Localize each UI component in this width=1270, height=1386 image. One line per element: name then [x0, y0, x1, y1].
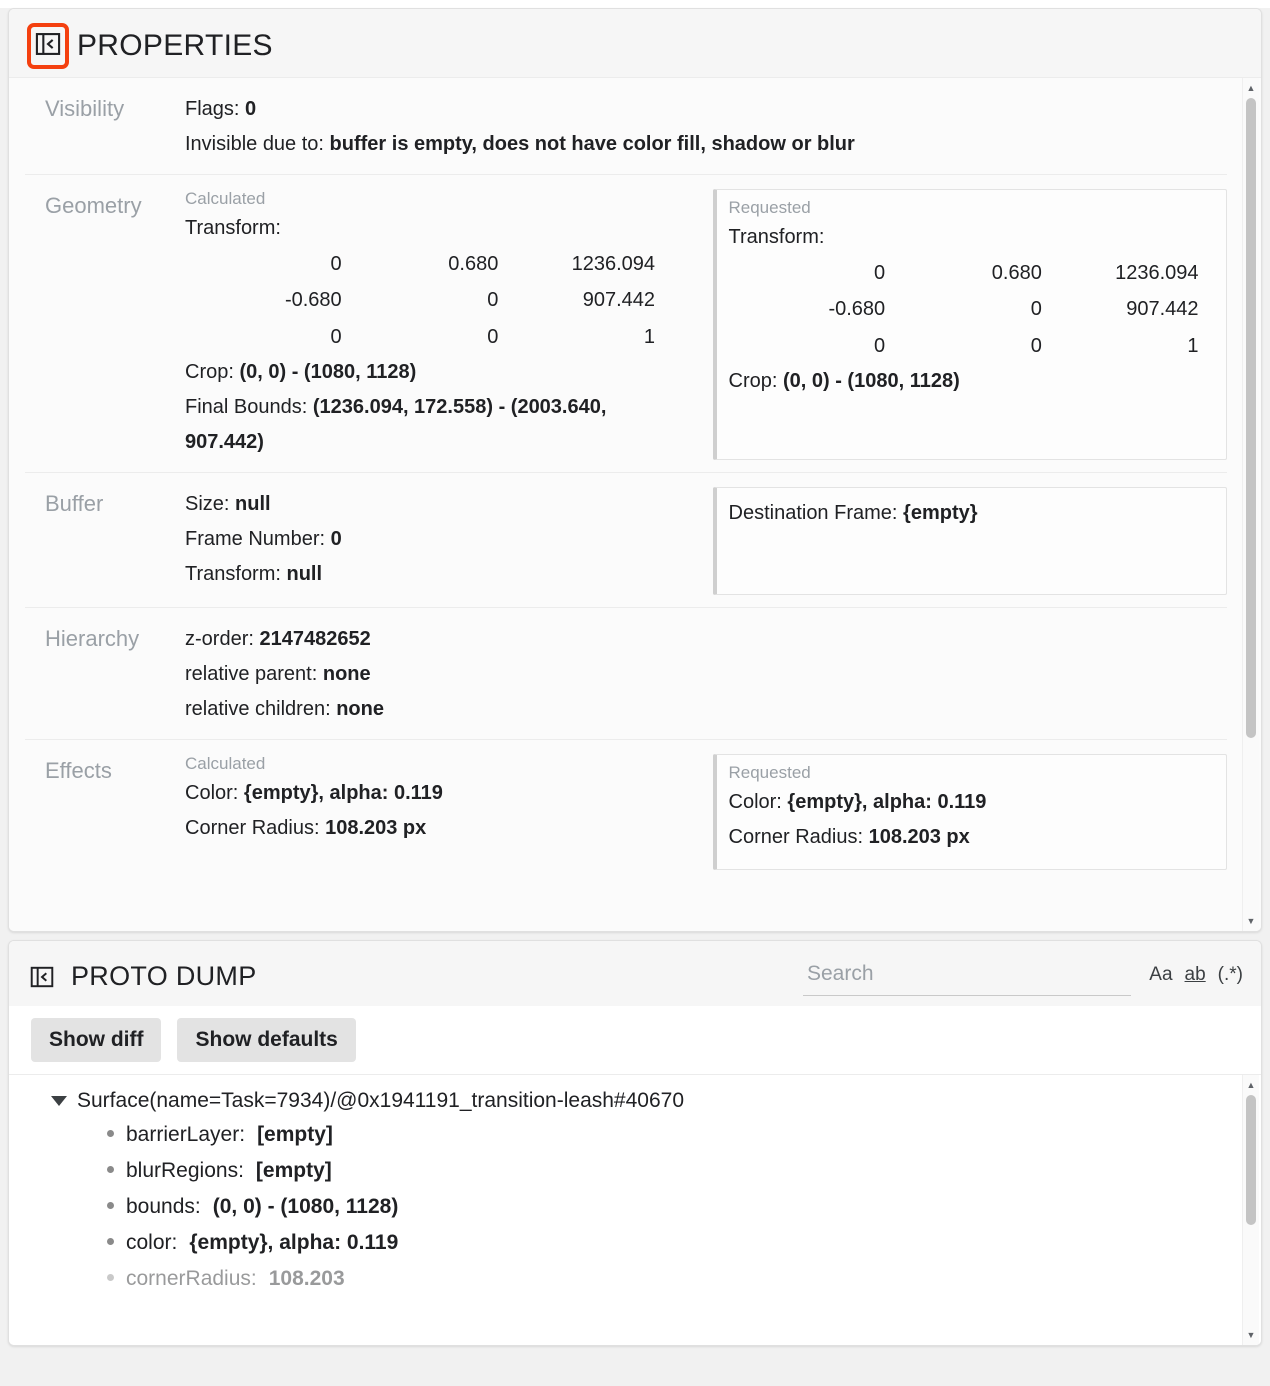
geometry-requested-transform-label: Transform: — [728, 226, 825, 248]
bullet-icon — [107, 1238, 114, 1245]
property-label-buffer: Buffer — [45, 491, 104, 517]
geometry-calculated-label: Calculated — [185, 189, 266, 208]
chevron-down-icon[interactable] — [51, 1096, 67, 1106]
effects-color-value: {empty}, alpha: 0.119 — [787, 791, 987, 814]
bullet-icon — [107, 1274, 114, 1281]
geometry-requested-matrix — [729, 255, 1205, 364]
buffer-size — [185, 487, 671, 522]
show-diff-button[interactable]: Show diff — [31, 1018, 161, 1062]
properties-body — [9, 77, 1261, 931]
destination-frame — [729, 496, 1215, 531]
page-title: PROPERTIES — [77, 29, 273, 62]
crop-key: Crop: — [185, 361, 234, 384]
proto-search-area — [803, 957, 1243, 996]
crop-value: (0, 0) - (1080, 1128) — [239, 361, 417, 384]
crop-value: (0, 0) - (1080, 1128) — [782, 370, 960, 393]
scroll-up-icon[interactable]: ▲ — [1246, 1080, 1256, 1090]
scroll-down-icon[interactable]: ▼ — [1246, 916, 1256, 926]
tree-item-key: cornerRadius: — [126, 1267, 257, 1290]
property-row-effects — [25, 740, 1227, 882]
proto-dump-header — [9, 941, 1261, 1006]
matrix-cell: 0 — [874, 262, 886, 284]
bullet-icon — [107, 1202, 114, 1209]
proto-scrollbar[interactable] — [1242, 1075, 1259, 1345]
visibility-reason-value: buffer is empty, does not have color fill, shadow or blur — [329, 133, 855, 155]
effects-corner-radius-value: 108.203 px — [325, 817, 427, 840]
buffer-transform-value: null — [286, 563, 323, 586]
collapse-proto-button[interactable] — [27, 962, 57, 992]
matrix-cell: 907.442 — [582, 289, 655, 312]
property-row-buffer — [25, 473, 1227, 608]
geometry-calculated-transform-label: Transform: — [185, 217, 281, 239]
proto-tree-scroll — [9, 1075, 1243, 1345]
match-word-toggle[interactable]: ab — [1184, 963, 1206, 985]
tree-item-key: color: — [126, 1231, 178, 1254]
matrix-cell: 0.680 — [448, 253, 499, 275]
list-item[interactable] — [23, 1189, 1243, 1225]
visibility-reason-key: Invisible due to: — [185, 133, 324, 155]
proto-toolbar — [9, 1006, 1261, 1074]
effects-calculated — [185, 754, 671, 870]
effects-color-key: Color: — [185, 782, 239, 805]
property-row-visibility — [25, 78, 1227, 175]
buffer-left — [185, 487, 671, 595]
regex-toggle[interactable]: (.*) — [1217, 963, 1243, 985]
buffer-size-key: Size: — [185, 493, 230, 516]
matrix-cell: 0 — [487, 325, 499, 348]
effects-requested — [713, 754, 1228, 870]
hierarchy-zorder-value: 2147482652 — [259, 628, 371, 651]
tree-item-value: {empty}, alpha: 0.119 — [189, 1231, 399, 1254]
buffer-frame-number-key: Frame Number: — [185, 528, 326, 551]
destination-frame-value: {empty} — [903, 502, 978, 525]
search-field-wrapper[interactable] — [803, 957, 1131, 996]
proto-dump-title: PROTO DUMP — [71, 961, 257, 991]
hierarchy-relative-parent-key: relative parent: — [185, 663, 318, 686]
collapse-panel-icon — [33, 29, 63, 59]
effects-corner-radius-value: 108.203 px — [868, 826, 970, 849]
proto-dump-panel — [8, 940, 1262, 1346]
effects-calculated-color — [185, 776, 671, 811]
matrix-cell: -0.680 — [284, 289, 342, 312]
geometry-requested-label: Requested — [728, 198, 811, 217]
bullet-icon — [107, 1166, 114, 1173]
matrix-cell: 1 — [1187, 334, 1199, 357]
geometry-calculated-crop — [185, 355, 671, 390]
effects-requested-corner-radius — [729, 820, 1215, 855]
tree-root-label: Surface(name=Task=7934)/@0x1941191_transition-leash#40670 — [77, 1089, 685, 1112]
matrix-cell: 1236.094 — [571, 253, 655, 275]
geometry-requested-crop — [729, 364, 1215, 399]
effects-calculated-corner-radius — [185, 811, 671, 846]
effects-corner-radius-key: Corner Radius: — [185, 817, 320, 840]
geometry-final-bounds — [185, 390, 671, 460]
effects-color-value: {empty}, alpha: 0.119 — [243, 782, 443, 805]
list-item[interactable] — [23, 1153, 1243, 1189]
matrix-cell: 1 — [643, 325, 655, 348]
crop-key: Crop: — [728, 370, 778, 393]
property-row-geometry — [25, 175, 1227, 473]
property-label-hierarchy: Hierarchy — [45, 626, 140, 652]
effects-requested-color — [729, 785, 1215, 820]
matrix-cell: 907.442 — [1126, 298, 1199, 321]
buffer-size-value: null — [235, 493, 271, 516]
buffer-right — [713, 487, 1228, 595]
tree-item-key: bounds: — [126, 1195, 201, 1218]
buffer-transform-key: Transform: — [185, 563, 281, 586]
tree-item-key: blurRegions: — [126, 1159, 244, 1182]
search-input[interactable] — [805, 961, 1133, 987]
effects-calculated-label: Calculated — [185, 754, 266, 774]
properties-panel — [8, 8, 1262, 932]
property-label-effects: Effects — [45, 758, 112, 784]
final-bounds-value: (1236.094, 172.558) - (2003.640, 907.442) — [185, 396, 607, 454]
hierarchy-zorder-key: z-order: — [185, 628, 254, 651]
properties-scrollbar[interactable] — [1242, 78, 1259, 931]
hierarchy-relative-children — [185, 692, 1227, 727]
geometry-calculated — [185, 189, 671, 460]
effects-corner-radius-key: Corner Radius: — [728, 826, 864, 849]
scrollbar-thumb[interactable] — [1246, 98, 1256, 738]
property-label-visibility: Visibility — [45, 96, 125, 121]
matrix-cell: 0 — [330, 325, 342, 348]
collapse-properties-button[interactable] — [31, 27, 65, 65]
geometry-requested — [713, 189, 1228, 460]
destination-frame-key: Destination Frame: — [728, 502, 898, 525]
tree-item-value: 108.203 — [268, 1267, 345, 1290]
matrix-cell: 0 — [330, 253, 342, 275]
matrix-cell: 0 — [874, 334, 886, 357]
search-options — [1149, 964, 1243, 990]
hierarchy-relative-children-key: relative children: — [185, 698, 331, 721]
visibility-reason — [185, 127, 1227, 162]
bullet-icon — [107, 1130, 114, 1137]
hierarchy-relative-parent — [185, 657, 1227, 692]
tree-item-key: barrierLayer: — [126, 1123, 246, 1146]
tree-root-node[interactable] — [23, 1085, 1243, 1117]
visibility-flags-key: Flags: — [185, 98, 240, 120]
matrix-cell: 0.680 — [991, 262, 1042, 284]
show-defaults-button[interactable]: Show defaults — [177, 1018, 355, 1062]
hierarchy-relative-children-value: none — [336, 698, 384, 721]
matrix-cell: 0 — [1030, 334, 1042, 357]
tree-item-value: (0, 0) - (1080, 1128) — [212, 1195, 399, 1218]
visibility-flags — [185, 92, 1227, 127]
properties-scroll-content — [9, 78, 1243, 931]
property-label-geometry: Geometry — [45, 193, 142, 218]
buffer-transform — [185, 557, 671, 592]
buffer-frame-number — [185, 522, 671, 557]
effects-requested-label: Requested — [728, 763, 811, 783]
tree-item-value: [empty] — [257, 1123, 333, 1146]
properties-header — [9, 9, 1261, 77]
list-item[interactable] — [23, 1225, 1243, 1261]
matrix-cell: 0 — [487, 289, 499, 312]
property-row-hierarchy — [25, 608, 1227, 740]
effects-color-key: Color: — [728, 791, 782, 814]
scrollbar-thumb[interactable] — [1246, 1095, 1256, 1225]
matrix-cell: 0 — [1030, 298, 1042, 321]
proto-tree-body — [9, 1074, 1261, 1345]
geometry-calculated-matrix — [185, 246, 661, 355]
list-item[interactable] — [23, 1261, 1243, 1297]
match-case-toggle[interactable]: Aa — [1149, 963, 1173, 985]
final-bounds-key: Final Bounds: — [185, 396, 308, 419]
hierarchy-zorder — [185, 622, 1227, 657]
scroll-up-icon[interactable]: ▲ — [1246, 83, 1256, 93]
buffer-frame-number-value: 0 — [330, 528, 342, 551]
list-item[interactable] — [23, 1117, 1243, 1153]
scroll-down-icon[interactable]: ▼ — [1246, 1330, 1256, 1340]
matrix-cell: -0.680 — [828, 298, 886, 321]
visibility-flags-value: 0 — [245, 98, 257, 120]
hierarchy-relative-parent-value: none — [322, 663, 371, 686]
tree-item-value: [empty] — [255, 1159, 332, 1182]
matrix-cell: 1236.094 — [1115, 262, 1199, 284]
